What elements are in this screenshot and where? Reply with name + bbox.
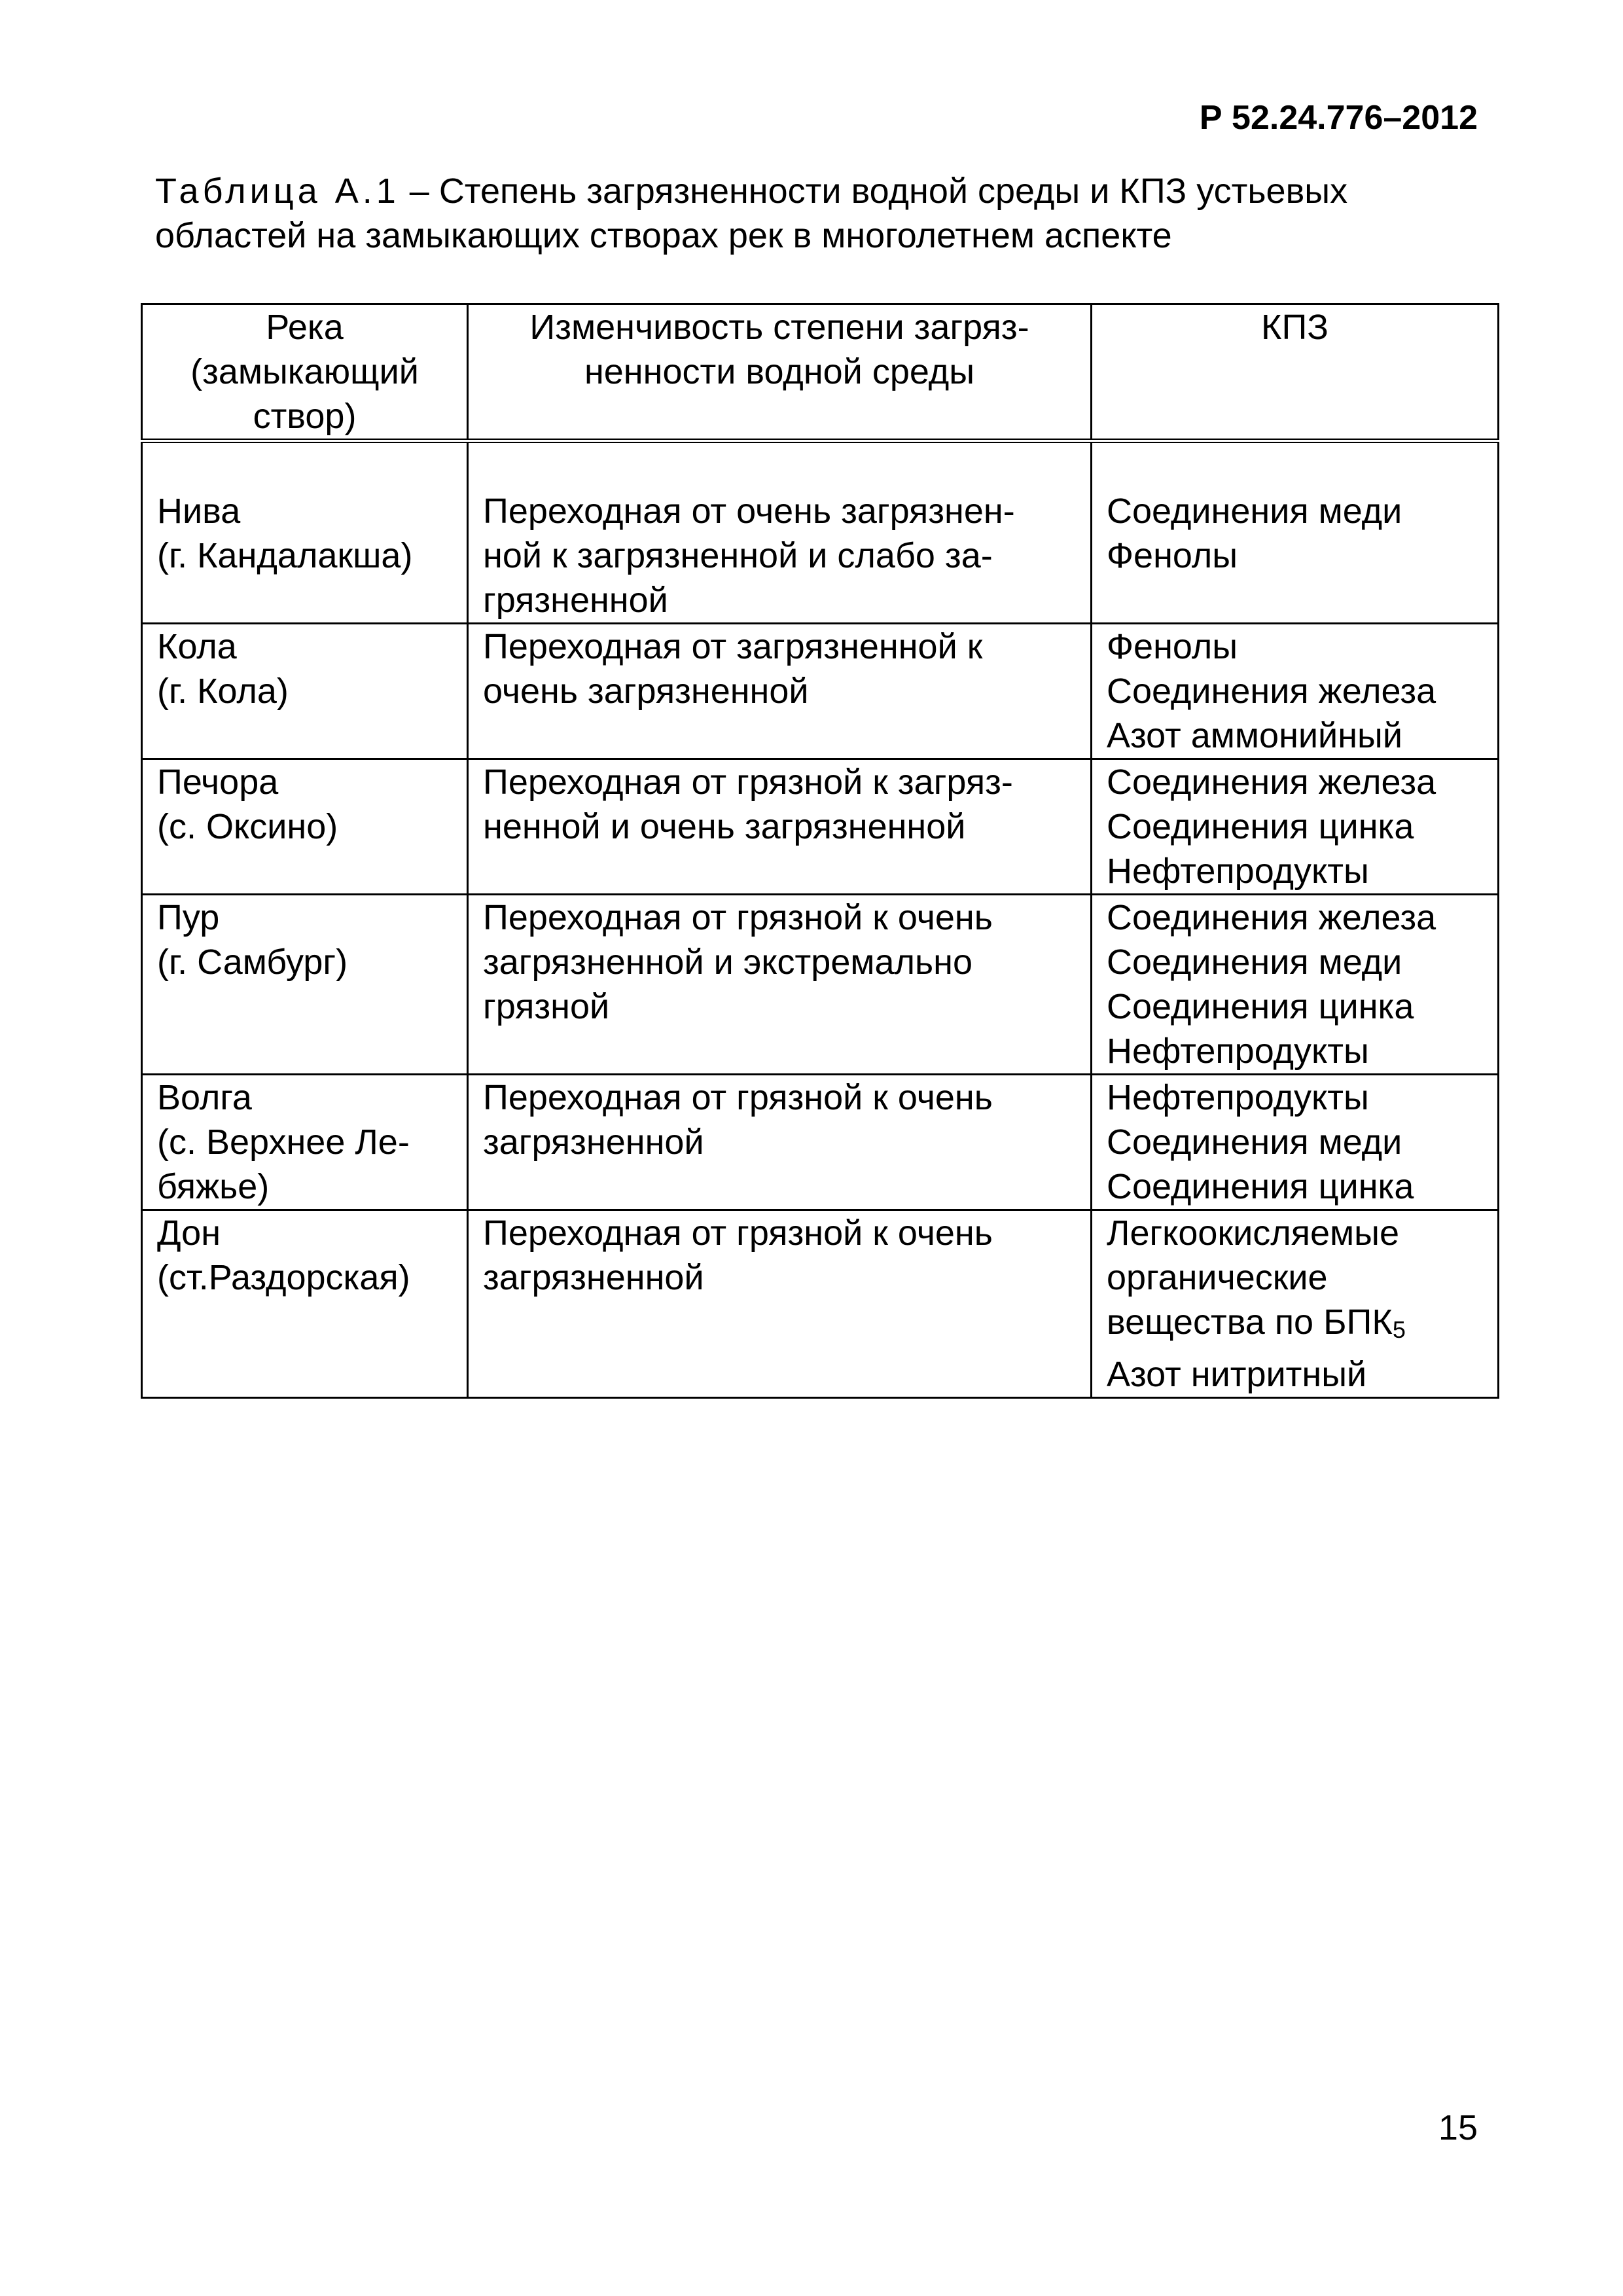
cell-line: Соединения цинка xyxy=(1107,807,1414,846)
cell-line: Соединения цинка xyxy=(1107,1167,1414,1206)
cell-kpz xyxy=(1092,1210,1499,1398)
header-change-line: ненности водной среды xyxy=(584,352,975,391)
cell-line: ной к загрязненной и слабо за- xyxy=(483,536,993,575)
cell-line: Соединения меди xyxy=(1107,1122,1402,1162)
cell-line: Фенолы xyxy=(1107,536,1238,575)
cell-line: Нефтепродукты xyxy=(1107,1031,1369,1071)
cell-line: загрязненной и экстремально xyxy=(483,942,973,982)
cell-line: Переходная от грязной к очень xyxy=(483,898,993,937)
cell-river xyxy=(142,1075,468,1210)
header-kpz-line: КПЗ xyxy=(1261,308,1329,347)
cell-line: загрязненной xyxy=(483,1258,704,1297)
cell-line: Азот аммонийный xyxy=(1107,716,1403,755)
cell-line: Переходная от загрязненной к xyxy=(483,627,983,666)
cell-line: Переходная от грязной к загряз- xyxy=(483,762,1013,802)
cell-line: Нефтепродукты xyxy=(1107,1078,1369,1117)
cell-river xyxy=(142,759,468,895)
cell-line xyxy=(1107,1300,1483,1352)
cell-kpz xyxy=(1092,895,1499,1075)
table-row xyxy=(142,1075,1499,1210)
cell-line: органические xyxy=(1107,1258,1328,1297)
cell-line: (с. Оксино) xyxy=(157,807,338,846)
cell-line: Азот нитритный xyxy=(1107,1355,1367,1394)
cell-line: (с. Верхнее Ле- xyxy=(157,1122,410,1162)
cell-line: Волга xyxy=(157,1078,252,1117)
cell-line: грязненной xyxy=(483,581,668,620)
cell-line: Соединения меди xyxy=(1107,492,1402,531)
cell-line: очень загрязненной xyxy=(483,672,809,711)
cell-river xyxy=(142,441,468,624)
header-river-line: (замыкающий xyxy=(190,352,419,391)
cell-kpz xyxy=(1092,1075,1499,1210)
cell-line: Переходная от грязной к очень xyxy=(483,1213,993,1253)
table-caption-label: Таблица А.1 xyxy=(155,171,400,211)
cell-change xyxy=(468,759,1092,895)
table-row xyxy=(142,624,1499,759)
cell-line: Соединения цинка xyxy=(1107,987,1414,1026)
table-caption xyxy=(155,169,1484,258)
cell-line: Кола xyxy=(157,627,237,666)
page-number: 15 xyxy=(1438,2108,1478,2147)
cell-line: бяжье) xyxy=(157,1167,270,1206)
cell-line: Дон xyxy=(157,1213,221,1253)
cell-kpz xyxy=(1092,624,1499,759)
cell-kpz xyxy=(1092,441,1499,624)
header-kpz xyxy=(1092,304,1499,441)
cell-line: Печора xyxy=(157,762,279,802)
bpk-subscript: 5 xyxy=(1392,1316,1406,1343)
header-river-line: створ) xyxy=(253,397,357,436)
cell-line: загрязненной xyxy=(483,1122,704,1162)
cell-change xyxy=(468,1075,1092,1210)
cell-line: (г. Кола) xyxy=(157,672,289,711)
table-caption-text-line2: областей на замыкающих створах рек в многолетнем аспекте xyxy=(155,216,1172,255)
table-row xyxy=(142,895,1499,1075)
cell-line: Соединения железа xyxy=(1107,898,1436,937)
table-row xyxy=(142,441,1499,624)
cell-line: (ст.Раздорская) xyxy=(157,1258,410,1297)
cell-line: ненной и очень загрязненной xyxy=(483,807,966,846)
cell-line: (г. Самбург) xyxy=(157,942,348,982)
cell-change xyxy=(468,1210,1092,1398)
cell-kpz xyxy=(1092,759,1499,895)
header-change-line: Изменчивость степени загряз- xyxy=(529,308,1029,347)
cell-line: Переходная от грязной к очень xyxy=(483,1078,993,1117)
header-river-line: Река xyxy=(266,308,344,347)
cell-line: Соединения меди xyxy=(1107,942,1402,982)
cell-line: (г. Кандалакша) xyxy=(157,536,413,575)
table-row xyxy=(142,759,1499,895)
header-change xyxy=(468,304,1092,441)
cell-line: Соединения железа xyxy=(1107,672,1436,711)
cell-line: Переходная от очень загрязнен- xyxy=(483,492,1015,531)
header-river xyxy=(142,304,468,441)
table-header-row xyxy=(142,304,1499,441)
cell-river xyxy=(142,624,468,759)
pollution-table xyxy=(141,303,1499,1399)
cell-change xyxy=(468,624,1092,759)
cell-river xyxy=(142,895,468,1075)
cell-line: грязной xyxy=(483,987,610,1026)
cell-line: Фенолы xyxy=(1107,627,1238,666)
cell-line: Соединения железа xyxy=(1107,762,1436,802)
table-row xyxy=(142,1210,1499,1398)
cell-change xyxy=(468,895,1092,1075)
cell-line: Нефтепродукты xyxy=(1107,852,1369,891)
bpk-text: вещества по БПК xyxy=(1107,1302,1393,1342)
table-caption-text: – Степень загрязненности водной среды и КПЗ устьевых xyxy=(399,171,1348,211)
document-code: Р 52.24.776–2012 xyxy=(1199,99,1478,137)
cell-line: Легкоокисляемые xyxy=(1107,1213,1400,1253)
cell-line: Пур xyxy=(157,898,220,937)
cell-river xyxy=(142,1210,468,1398)
cell-line: Нива xyxy=(157,492,241,531)
cell-change xyxy=(468,441,1092,624)
